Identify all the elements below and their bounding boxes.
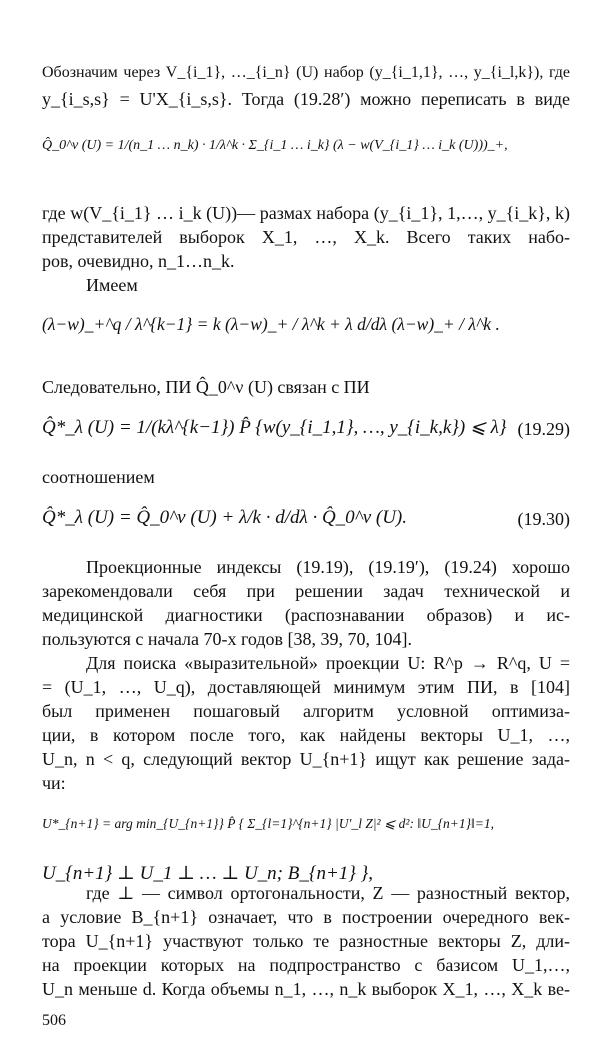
text-line-1: Обозначим через V_{i_1}, …_{i_n} (U) набор (y_{i_1,1}, …, y_{i_l,k}), где (42, 64, 570, 81)
text-line-16: ции, в котором после того, как найдены векторы U_1, …, (42, 725, 570, 745)
equation-argmin: U*_{n+1} = arg min_{U_{n+1}} P̂ { Σ_{l=1}^{n+1} |U′_l Z|² ⩽ d²: ‖U_{n+1}‖=1, (42, 816, 495, 831)
text-line-20: а условие B_{n+1} означает, что в построении очередного век- (42, 907, 570, 927)
equation-q0: Q̂_0^ν (U) = 1/(n_1 … n_k) · 1/λ^k · Σ_{i_1 … i_k} (λ − w(V_{i_1} … i_k (U)))_+, (42, 138, 508, 153)
text-line-6: Имеем (86, 275, 138, 295)
text-line-5: ров, очевидно, n_1…n_k. (42, 251, 235, 271)
text-line-2: y_{i_s,s} = U'X_{i_s,s}. Тогда (19.28′) можно переписать в виде (42, 89, 570, 109)
text-line-17: U_n, n < q, следующий вектор U_{n+1} ищут как решение зада- (42, 749, 570, 769)
equation-number-19-30: (19.30) (517, 509, 570, 529)
text-line-10: зарекомендовали себя при решении задач технической и (42, 581, 570, 601)
equation-number-19-29: (19.29) (517, 419, 570, 439)
text-line-3: где w(V_{i_1} … i_k (U))— размах набора (y_{i_1}, 1,…, y_{i_k}, k) (42, 203, 570, 223)
text-line-7: Следовательно, ПИ Q̂_0^ν (U) связан с ПИ (42, 377, 370, 397)
equation-identity: (λ−w)_+^q / λ^{k−1} = k (λ−w)_+ / λ^k + λ d/dλ (λ−w)_+ / λ^k . (42, 314, 500, 334)
text-line-4: представителей выборок X_1, …, X_k. Всего таких набо- (42, 227, 570, 247)
text-line-21: тора U_{n+1} участвуют только те разностные векторы Z, дли- (42, 931, 570, 951)
text-line-12: пользуются с начала 70-х годов [38, 39, 70, 104]. (42, 629, 413, 649)
equation-19-30: Q̂*_λ (U) = Q̂_0^ν (U) + λ/k · d/dλ · Q̂_0^ν (U). (42, 507, 408, 528)
text-line-22: на проекции которых на подпространство с базисом U_1,…, (42, 955, 570, 975)
text-line-13: Для поиска «выразительной» проекции U: R^p → R^q, U = (86, 653, 570, 673)
equation-19-29: Q̂*_λ (U) = 1/(kλ^{k−1}) P̂ {w(y_{i_1,1}, …, y_{i_k,k}) ⩽ λ} (42, 417, 507, 438)
text-line-11: медицинской диагностики (распознавании образов) и ис- (42, 605, 570, 625)
text-line-14: = (U_1, …, U_q), доставляющей минимум этим ПИ, в [104] (42, 677, 570, 697)
text-line-8: соотношением (42, 467, 155, 487)
page-number: 506 (42, 1012, 66, 1029)
equation-constraints: U_{n+1} ⊥ U_1 ⊥ … ⊥ U_n; B_{n+1} }, (42, 863, 373, 884)
text-line-9: Проекционные индексы (19.19), (19.19′), (19.24) хорошо (86, 557, 570, 577)
text-line-18: чи: (42, 773, 66, 793)
text-line-19: где ⊥ — символ ортогональности, Z — разностный вектор, (86, 883, 570, 903)
text-line-23: U_n меньше d. Когда объемы n_1, …, n_k выборок X_1, …, X_k ве- (42, 979, 570, 999)
text-line-15: был применен пошаговый алгоритм условной оптимиза- (42, 701, 570, 721)
